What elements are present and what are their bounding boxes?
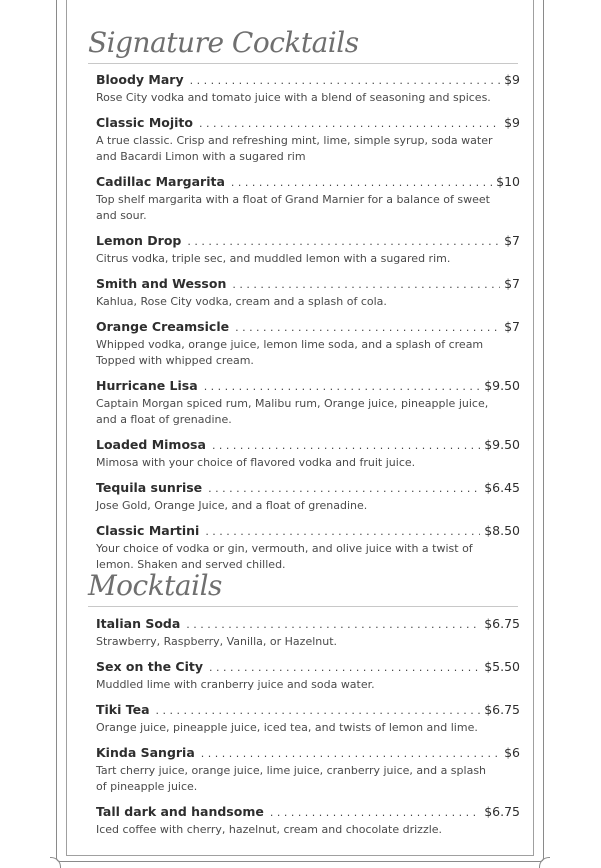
dot-leader (212, 438, 480, 454)
menu-item-description: Citrus vodka, triple sec, and muddled lemon with a sugared rim. (96, 252, 451, 265)
menu-item-header (96, 745, 520, 762)
menu-item-price: $9.50 (484, 378, 520, 393)
dot-leader (186, 617, 480, 633)
menu-item-description: Orange juice, pineapple juice, iced tea, and twists of lemon and lime. (96, 721, 478, 734)
mocktails-title: Mocktails (88, 569, 222, 602)
section-divider (88, 606, 518, 607)
dot-leader (209, 660, 480, 676)
menu-item (96, 745, 520, 795)
menu-item-price: $6.75 (484, 702, 520, 717)
menu-item-price: $6 (504, 745, 520, 760)
menu-item (96, 702, 520, 736)
dot-leader (235, 320, 500, 336)
menu-item-header (96, 378, 520, 395)
menu-item-description: Tart cherry juice, orange juice, lime juice, cranberry juice, and a splash of pineapple juice. (96, 764, 487, 793)
dot-leader (187, 234, 500, 250)
menu-item-description: Kahlua, Rose City vodka, cream and a splash of cola. (96, 295, 387, 308)
menu-item (96, 276, 520, 310)
menu-item-name: Italian Soda (96, 616, 181, 631)
menu-item-name: Tequila sunrise (96, 480, 203, 495)
menu-item (96, 480, 520, 514)
menu-item-price: $7 (504, 276, 520, 291)
menu-item-header (96, 480, 520, 497)
menu-item-price: $7 (504, 319, 520, 334)
menu-item (96, 437, 520, 471)
menu-item-price: $6.75 (484, 804, 520, 819)
menu-item-header (96, 702, 520, 719)
menu-item-header (96, 115, 520, 132)
menu-item-description: Whipped vodka, orange juice, lemon lime soda, and a splash of cream Topped with whipped cream. (96, 338, 484, 367)
menu-item-name: Hurricane Lisa (96, 378, 198, 393)
dot-leader (208, 481, 480, 497)
menu-item-description: A true classic. Crisp and refreshing mint, lime, simple syrup, soda water and Bacardi Limon with a sugared rim (96, 134, 493, 163)
menu-item-name: Loaded Mimosa (96, 437, 206, 452)
signature-cocktails-title: Signature Cocktails (88, 26, 359, 59)
menu-item-description: Mimosa with your choice of flavored vodka and fruit juice. (96, 456, 416, 469)
menu-item (96, 378, 520, 428)
menu-item-name: Orange Creamsicle (96, 319, 230, 334)
menu-item-description: Strawberry, Raspberry, Vanilla, or Hazelnut. (96, 635, 338, 648)
dot-leader (201, 746, 500, 762)
dot-leader (199, 116, 500, 132)
menu-item-price: $7 (504, 233, 520, 248)
menu-item-header (96, 523, 520, 540)
menu-item-header (96, 233, 520, 250)
dot-leader (204, 379, 481, 395)
menu-item-name: Cadillac Margarita (96, 174, 225, 189)
menu-item-description: Jose Gold, Orange Juice, and a float of grenadine. (96, 499, 368, 512)
menu-item-header (96, 437, 520, 454)
menu-item-name: Kinda Sangria (96, 745, 195, 760)
menu-item-description: Your choice of vodka or gin, vermouth, and olive juice with a twist of lemon. Shaken and served chilled. (96, 542, 473, 571)
menu-item (96, 804, 520, 838)
signature-cocktails-list (96, 72, 520, 573)
menu-item-price: $8.50 (484, 523, 520, 538)
menu-item-header (96, 659, 520, 676)
menu-item (96, 523, 520, 573)
menu-item-price: $6.75 (484, 616, 520, 631)
menu-item-description: Muddled lime with cranberry juice and soda water. (96, 678, 375, 691)
menu-item-name: Tall dark and handsome (96, 804, 264, 819)
menu-item-header (96, 616, 520, 633)
dot-leader (231, 175, 492, 191)
mocktails-list (96, 616, 520, 838)
menu-item-description: Iced coffee with cherry, hazelnut, cream and chocolate drizzle. (96, 823, 443, 836)
dot-leader (190, 73, 500, 89)
menu-item-price: $5.50 (484, 659, 520, 674)
menu-item-name: Classic Martini (96, 523, 200, 538)
menu-item (96, 174, 520, 224)
dot-leader (270, 805, 480, 821)
menu-item-header (96, 276, 520, 293)
menu-item-name: Smith and Wesson (96, 276, 227, 291)
menu-item-price: $10 (496, 174, 520, 189)
menu-item-header (96, 174, 520, 191)
dot-leader (156, 703, 481, 719)
menu-item-header (96, 319, 520, 336)
section-divider (88, 63, 518, 64)
menu-item (96, 115, 520, 165)
dot-leader (205, 524, 480, 540)
menu-item-price: $9 (504, 115, 520, 130)
menu-item (96, 72, 520, 106)
menu-item-price: $6.45 (484, 480, 520, 495)
menu-item (96, 319, 520, 369)
menu-item-description: Top shelf margarita with a float of Grand Marnier for a balance of sweet and sour. (96, 193, 490, 222)
menu-item-name: Lemon Drop (96, 233, 182, 248)
menu-item (96, 616, 520, 650)
menu-item (96, 659, 520, 693)
menu-item-price: $9.50 (484, 437, 520, 452)
menu-item-description: Rose City vodka and tomato juice with a blend of seasoning and spices. (96, 91, 491, 104)
menu-item-header (96, 72, 520, 89)
menu-item-name: Tiki Tea (96, 702, 150, 717)
menu-item-name: Bloody Mary (96, 72, 184, 87)
menu-item-name: Sex on the City (96, 659, 204, 674)
menu-item (96, 233, 520, 267)
menu-item-price: $9 (504, 72, 520, 87)
dot-leader (232, 277, 500, 293)
menu-item-header (96, 804, 520, 821)
menu-item-description: Captain Morgan spiced rum, Malibu rum, Orange juice, pineapple juice, and a float of grenadine. (96, 397, 489, 426)
menu-item-name: Classic Mojito (96, 115, 193, 130)
